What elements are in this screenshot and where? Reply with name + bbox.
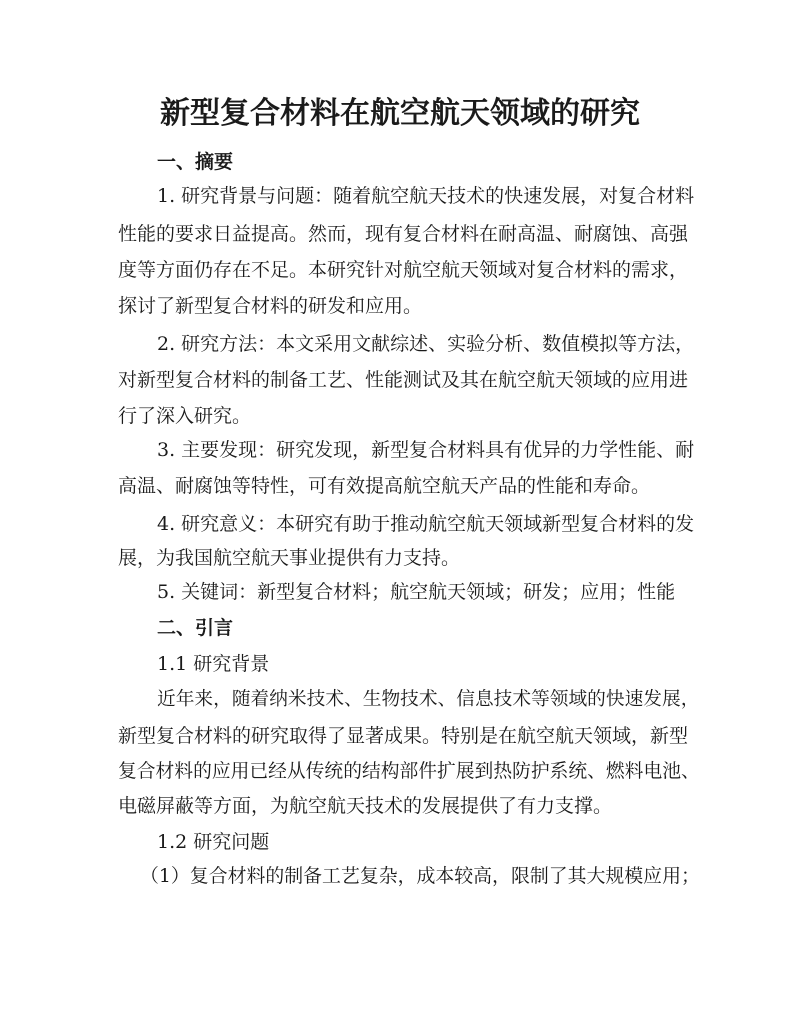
background-paragraph-line-2: 新型复合材料的研究取得了显著成果。特别是在航空航天领域，新型 xyxy=(118,725,689,747)
abstract-item-1-line-1: 1. 研究背景与问题：随着航空航天技术的快速发展，对复合材料 xyxy=(157,185,695,207)
abstract-item-5-line-1: 5. 关键词：新型复合材料；航空航天领域；研发；应用；性能 xyxy=(157,581,676,603)
abstract-item-1-line-3: 度等方面仍存在不足。本研究针对航空航天领域对复合材料的需求， xyxy=(118,259,689,281)
background-paragraph-line-4: 电磁屏蔽等方面，为航空航天技术的发展提供了有力支撑。 xyxy=(118,795,613,817)
abstract-item-4-line-2: 展，为我国航空航天事业提供有力支持。 xyxy=(118,547,461,569)
abstract-item-3-line-1: 3. 主要发现：研究发现，新型复合材料具有优异的力学性能、耐 xyxy=(157,439,695,461)
background-paragraph-line-1: 近年来，随着纳米技术、生物技术、信息技术等领域的快速发展， xyxy=(157,689,700,710)
background-paragraph-line-3: 复合材料的应用已经从传统的结构部件扩展到热防护系统、燃料电池、 xyxy=(118,761,700,782)
subsection-heading-research-questions: 1.2 研究问题 xyxy=(157,831,270,853)
abstract-item-2-line-2: 对新型复合材料的制备工艺、性能测试及其在航空航天领域的应用进 xyxy=(118,369,689,391)
subsection-heading-background: 1.1 研究背景 xyxy=(157,653,270,675)
abstract-item-1-line-4: 探讨了新型复合材料的研发和应用。 xyxy=(118,295,423,317)
abstract-item-1-line-2: 性能的要求日益提高。然而，现有复合材料在耐高温、耐腐蚀、高强 xyxy=(118,223,689,245)
document-title: 新型复合材料在航空航天领域的研究 xyxy=(160,96,640,131)
abstract-item-2-line-3: 行了深入研究。 xyxy=(118,405,252,427)
abstract-item-2-line-1: 2. 研究方法：本文采用文献综述、实验分析、数值模拟等方法， xyxy=(157,333,695,355)
abstract-item-4-line-1: 4. 研究意义：本研究有助于推动航空航天领域新型复合材料的发 xyxy=(157,513,695,535)
research-question-1: （1）复合材料的制备工艺复杂，成本较高，限制了其大规模应用； xyxy=(140,865,700,887)
section-heading-abstract: 一、摘要 xyxy=(157,151,234,173)
section-heading-introduction: 二、引言 xyxy=(157,617,234,639)
abstract-item-3-line-2: 高温、耐腐蚀等特性，可有效提高航空航天产品的性能和寿命。 xyxy=(118,475,651,497)
